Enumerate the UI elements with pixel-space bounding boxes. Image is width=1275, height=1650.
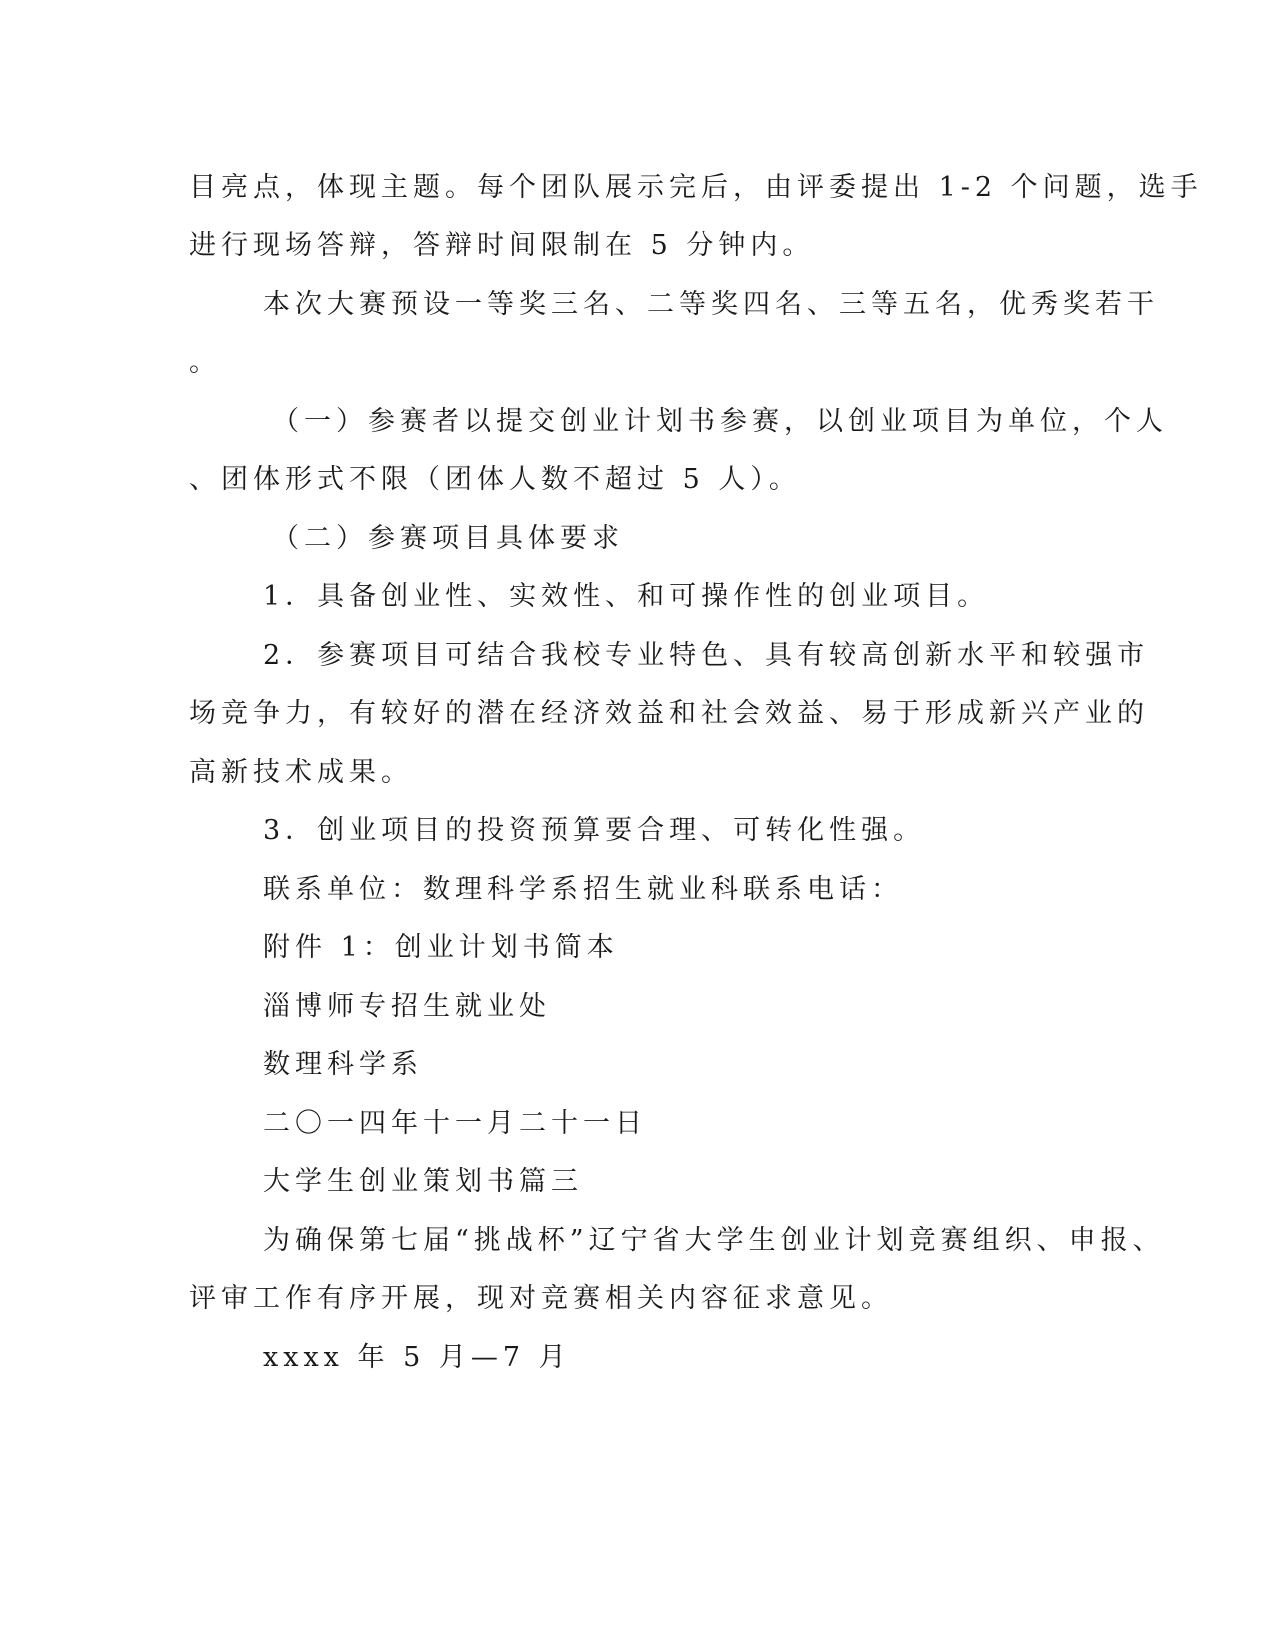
section-title: 大学生创业策划书篇三 (263, 1166, 583, 1197)
contact-line: 联系单位：数理科学系招生就业科联系电话： (263, 874, 903, 905)
section-heading: （二）参赛项目具体要求 (272, 523, 624, 554)
list-item: 3．创业项目的投资预算要合理、可转化性强。 (263, 815, 926, 846)
signature-dept: 数理科学系 (263, 1049, 423, 1080)
signature-date: 二〇一四年十一月二十一日 (263, 1108, 647, 1139)
date-range-line: xxxx 年 5 月—7 月 (263, 1342, 571, 1373)
paragraph-line: 进行现场答辩，答辩时间限制在 5 分钟内。 (189, 230, 815, 261)
paragraph-line: 评审工作有序开展，现对竞赛相关内容征求意见。 (189, 1283, 893, 1314)
attachment-line: 附件 1：创业计划书简本 (263, 932, 619, 963)
paragraph-line: 为确保第七届“挑战杯”辽宁省大学生创业计划竞赛组织、申报、 (263, 1225, 1165, 1256)
paragraph-line: 本次大赛预设一等奖三名、二等奖四名、三等五名，优秀奖若干 (263, 289, 1159, 320)
paragraph-line: 场竞争力，有较好的潜在经济效益和社会效益、易于形成新兴产业的 (189, 698, 1149, 729)
paragraph-line: 、团体形式不限（团体人数不超过 5 人）。 (189, 464, 801, 495)
list-item: 2．参赛项目可结合我校专业特色、具有较高创新水平和较强市 (263, 640, 1150, 671)
paragraph-line: 。 (189, 347, 221, 378)
paragraph-line: （一）参赛者以提交创业计划书参赛，以创业项目为单位，个人 (272, 406, 1168, 437)
signature-org: 淄博师专招生就业处 (263, 991, 551, 1022)
paragraph-line: 高新技术成果。 (189, 757, 413, 788)
paragraph-line: 目亮点，体现主题。每个团队展示完后，由评委提出 1-2 个问题，选手 (189, 172, 1203, 203)
list-item: 1．具备创业性、实效性、和可操作性的创业项目。 (263, 581, 990, 612)
